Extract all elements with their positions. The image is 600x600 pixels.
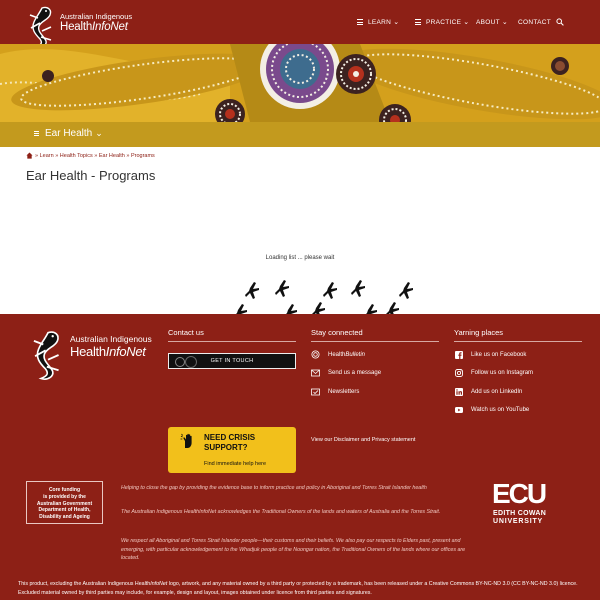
subnav-ear-health[interactable] xyxy=(34,128,103,139)
core-funding-line: Australian Government xyxy=(36,500,93,507)
core-funding-line: Disability and Ageing xyxy=(39,514,90,521)
ecu-mark: ECU xyxy=(492,478,546,509)
newsletters-link[interactable] xyxy=(311,387,359,396)
crisis-support-button[interactable] xyxy=(168,427,296,473)
health-bulletin-link[interactable] xyxy=(311,350,365,359)
lizard-logo-icon xyxy=(26,328,70,382)
instagram-link[interactable] xyxy=(454,368,533,377)
get-in-touch-label: GET IN TOUCH xyxy=(210,358,254,364)
menu-icon xyxy=(415,18,421,26)
subnav-label: Ear Health xyxy=(45,128,93,139)
health-bulletin-italic: Bulletin xyxy=(345,351,366,358)
breadcrumb-programs: Programs xyxy=(130,152,155,159)
licence-text: This product, excluding the Australian Indigenous HealthInfoNet logo, artwork, and any material owned by a third party or protected by a trademark, has been released under a Creative Commons BY-NC-ND 3.0 (CC BY-NC-ND 3.0) licence. Excluded material owned by third parties may include, for example, design and layout, images obtained under licence from third parties and signatures. xyxy=(18,581,578,596)
mission-text: Helping to close the gap by providing the evidence base to inform practice and policy in Aboriginal and Torres Strait Islander health xyxy=(121,485,427,491)
core-funding-line: is provided by the xyxy=(43,493,86,500)
crisis-title: NEED CRISIS SUPPORT? xyxy=(204,433,256,452)
nav-about[interactable] xyxy=(476,0,508,44)
site-header xyxy=(0,0,600,44)
facebook-icon xyxy=(454,350,463,359)
chevron-down-icon: ⌄ xyxy=(393,19,400,26)
get-in-touch-button[interactable] xyxy=(168,353,296,369)
chevron-down-icon: ⌄ xyxy=(463,19,470,26)
nav-practice[interactable] xyxy=(415,0,469,44)
menu-icon xyxy=(357,18,363,26)
crisis-subtitle: Find immediate help here xyxy=(204,461,267,467)
linkedin-link[interactable] xyxy=(454,387,522,396)
divider xyxy=(311,341,439,342)
contact-heading: Contact us xyxy=(168,328,204,337)
nav-learn-label: LEARN xyxy=(368,18,392,26)
youtube-icon xyxy=(454,405,463,414)
nav-learn[interactable] xyxy=(357,0,399,44)
ecu-line-1: EDITH COWAN xyxy=(493,510,547,517)
yarning-places-heading: Yarning places xyxy=(454,328,504,337)
decorative-circle-icon xyxy=(185,356,197,368)
acknowledgement-text: The Australian Indigenous HealthInfoNet acknowledges the Traditional Owners of the lands and waters of Australia and the Torres Strait. xyxy=(121,509,441,515)
instagram-label: Follow us on Instagram xyxy=(471,369,534,376)
disclaimer-link[interactable]: View our Disclaimer and Privacy statement xyxy=(311,437,416,443)
nav-contact[interactable] xyxy=(518,0,551,44)
bulletin-icon xyxy=(311,350,320,359)
instagram-icon xyxy=(454,368,463,377)
youtube-label: Watch us on YouTube xyxy=(471,406,530,413)
chevron-down-icon: ⌄ xyxy=(501,19,509,26)
divider xyxy=(454,341,582,342)
linkedin-label: Add us on LinkedIn xyxy=(471,388,523,395)
nav-about-label: ABOUT xyxy=(476,18,500,26)
envelope-icon xyxy=(311,368,320,377)
logo-line-2: HealthInfoNet xyxy=(60,21,128,33)
send-message-label: Send us a message xyxy=(328,369,382,376)
decorative-circle-icon xyxy=(175,357,185,367)
site-logo[interactable] xyxy=(24,4,144,44)
core-funding-line: Core funding xyxy=(48,487,81,493)
ecu-line-2: UNIVERSITY xyxy=(493,518,544,525)
facebook-label: Like us on Facebook xyxy=(471,351,527,358)
facebook-link[interactable] xyxy=(454,350,526,359)
nav-practice-label: PRACTICE xyxy=(426,18,462,26)
nav-contact-label: CONTACT xyxy=(518,18,552,26)
divider xyxy=(168,341,296,342)
footer-logo[interactable] xyxy=(26,328,166,380)
banner-artwork xyxy=(0,44,600,122)
topic-subnav xyxy=(0,122,600,147)
stay-connected-heading: Stay connected xyxy=(311,328,363,337)
logo-line-1: Australian Indigenous xyxy=(60,12,133,21)
footer-logo-line-2: HealthInfoNet xyxy=(70,344,146,359)
health-bulletin-label: Health xyxy=(328,351,346,358)
breadcrumb-health-topics[interactable]: Health Topics xyxy=(59,152,93,159)
breadcrumb-separator: » xyxy=(35,152,39,159)
breadcrumb-separator: » xyxy=(55,152,59,159)
breadcrumb-separator: » xyxy=(126,152,130,159)
respect-text: We respect all Aboriginal and Torres Strait Islander people—their customs and their beliefs. We also pay our respects to Elders past, present and emerging, with particular acknowledgement to the Whadjuk people of the Noongar nation, the Traditional Owners of the lands where our offices are located. xyxy=(121,538,466,561)
ecu-logo[interactable] xyxy=(492,480,552,526)
page-title: Ear Health - Programs xyxy=(26,168,156,183)
hand-icon xyxy=(180,433,196,449)
checkbox-mail-icon xyxy=(311,387,320,396)
send-message-link[interactable] xyxy=(311,368,381,377)
breadcrumb xyxy=(26,152,155,159)
linkedin-icon xyxy=(454,387,463,396)
core-funding-line: Department of Health, xyxy=(38,507,91,514)
search-button[interactable] xyxy=(556,0,564,44)
menu-icon xyxy=(34,130,39,137)
core-funding-box xyxy=(26,481,103,524)
home-icon[interactable] xyxy=(26,152,33,159)
loading-message: Loading list ... please wait xyxy=(265,255,335,261)
dot-painting-image xyxy=(0,44,600,122)
breadcrumb-ear-health[interactable]: Ear Health xyxy=(98,152,125,159)
chevron-down-icon: ⌄ xyxy=(95,128,103,138)
newsletters-label: Newsletters xyxy=(328,388,360,395)
footer-logo-line-1: Australian Indigenous xyxy=(70,334,152,344)
search-icon xyxy=(556,18,564,26)
breadcrumb-separator: » xyxy=(94,152,98,159)
breadcrumb-learn[interactable]: Learn xyxy=(39,152,54,159)
youtube-link[interactable] xyxy=(454,405,529,414)
